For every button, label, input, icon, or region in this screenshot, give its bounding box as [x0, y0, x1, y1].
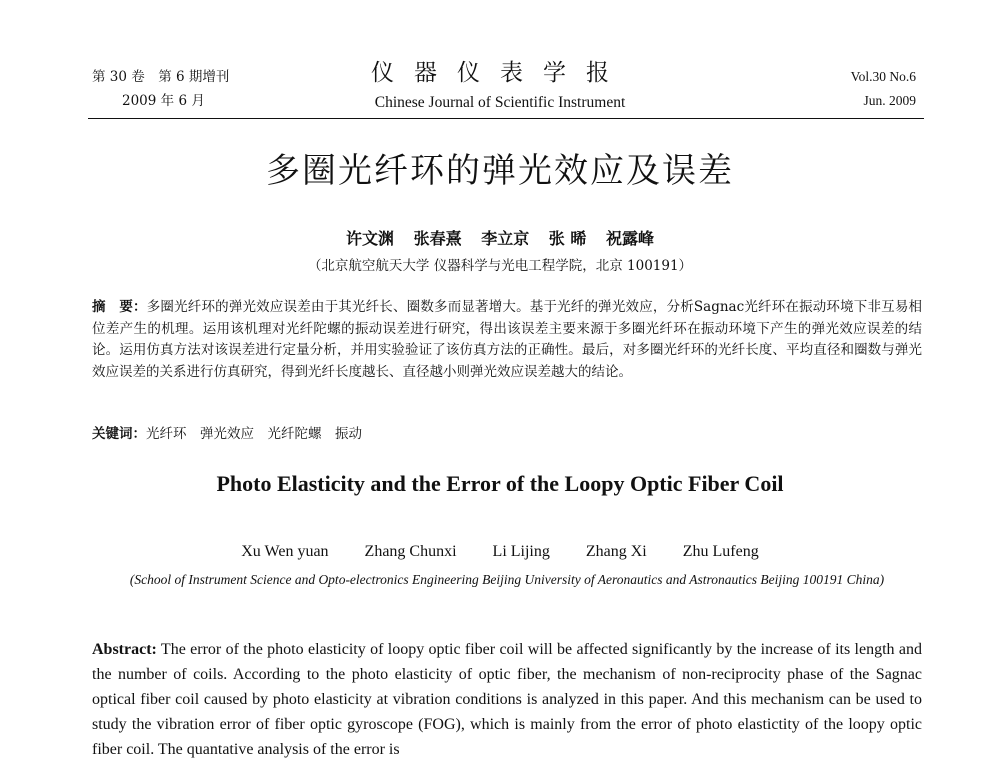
keywords-cn-text: 光纤环 弹光效应 光纤陀螺 振动 [146, 426, 362, 442]
abstract-en-label: Abstract: [92, 641, 157, 658]
paper-title-cn: 多圈光纤环的弹光效应及误差 [266, 151, 734, 191]
author-cn: 张 晞 [548, 229, 587, 248]
author-en: Li Lijing [492, 543, 550, 560]
keywords-cn [92, 424, 922, 444]
journal-name-cn: 仪器仪表学报 [371, 60, 629, 86]
paper-title-en: Photo Elasticity and the Error of the Loopy Optic Fiber Coil [216, 471, 784, 496]
abstract-en [92, 637, 922, 762]
keywords-cn-label: 关键词： [92, 426, 146, 442]
volume-issue-cn: 第 30 卷 第 6 期增刊 [92, 69, 230, 85]
author-cn: 李立京 [481, 229, 530, 248]
journal-name-en: Chinese Journal of Scientific Instrument [374, 94, 626, 111]
abstract-cn-text: 多圈光纤环的弹光效应误差由于其光纤长、圈数多而显著增大。基于光纤的弹光效应，分析Sagnac光纤环在振动环境下非互易相位差产生的机理。运用该机理对光纤陀螺的振动误差进行研究，得出该误差主要来源于多圈光纤环在振动环境下产生的弹光效应误差的结论。运用仿真方法对该误差进行定量分析，并用实验验证了该仿真方法的正确性。最后，对多圈光纤环的光纤长度、平均直径和圈数与弹光效应误差的关系进行仿真研究，得到光纤长度越长、直径越小则弹光效应误差越大的结论。 [92, 299, 923, 380]
abstract-cn-label: 摘 要： [92, 299, 147, 315]
author-cn: 许文渊 [346, 229, 395, 248]
author-cn: 祝露峰 [605, 229, 654, 248]
affiliation-en: (School of Instrument Science and Opto-electronics Engineering Beijing University of Aeronautics and Astronautics Beijing 100191 China) [129, 572, 885, 587]
volume-issue-en: Vol.30 No.6 [850, 69, 916, 84]
date-en: Jun. 2009 [863, 93, 916, 108]
affiliation-cn: （北京航空航天大学 仪器科学与光电工程学院，北京 100191） [307, 258, 693, 274]
author-list-cn [0, 228, 1000, 250]
header-rule [88, 118, 924, 119]
date-cn: 2009 年 6 月 [122, 93, 205, 109]
author-en: Xu Wen yuan [241, 543, 329, 560]
author-cn: 张春熹 [413, 229, 462, 248]
abstract-cn [92, 297, 922, 383]
author-en: Zhang Xi [585, 543, 647, 560]
author-en: Zhang Chunxi [364, 543, 457, 560]
author-list-en [0, 541, 1000, 563]
abstract-en-text: The error of the photo elasticity of loopy optic fiber coil will be affected significantly by the increase of its length and the number of coils. According to the photo elasticity of optic fiber, the mechanism of non-reciprocity phase of the Sagnac optical fiber coil caused by photo elasticity at vibration conditions is analyzed in this paper. And this mechanism can be used to study the vibration error of fiber optic gyroscope (FOG), which is mainly from the error of photo elastictity of the loopy optic fiber coil. The quantative analysis of the error is [92, 641, 922, 758]
author-en: Zhu Lufeng [682, 543, 759, 560]
